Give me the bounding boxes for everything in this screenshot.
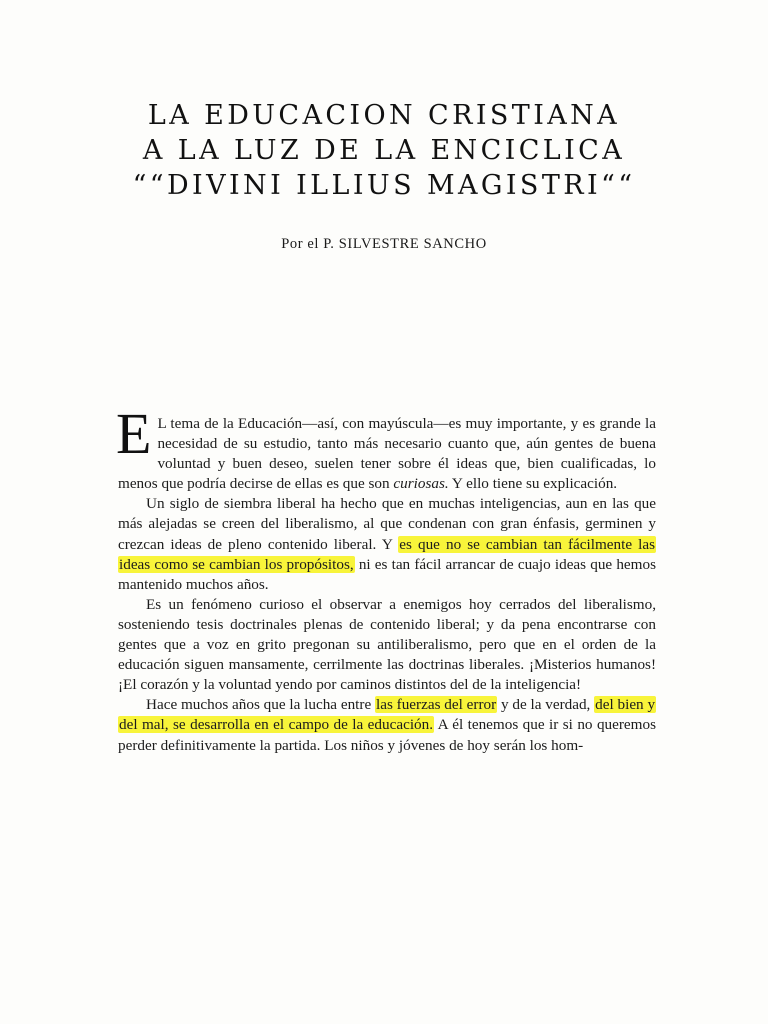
paragraph-1-italic: curiosas. <box>393 475 449 493</box>
paragraph-2-text-a: Un siglo de siembra liberal ha hecho que en muchas inteligencias, aun en las que más alejadas se creen del liberalismo, al que condenan con gran énfasis, germinen y crezcan ideas de pleno contenido liberal. Y <box>118 495 656 553</box>
paragraph-2-text-b: ni es tan fácil arrancar de cuajo ideas que hemos mantenido muchos años. <box>118 555 656 593</box>
title-line-1: LA EDUCACION CRISTIANA <box>147 100 621 131</box>
paragraph-1-text-a: L tema de la Educación—así, con mayúscula—es muy importante, y es grande la necesidad de su estudio, tanto más necesario cuanto que, aún gentes de buena voluntad y buen deseo, suelen tener sobre él ideas que, bien cualificadas, lo menos que podría decirse de ellas es que son <box>118 415 656 493</box>
paragraph-4 <box>118 695 656 755</box>
article-title <box>0 98 768 203</box>
author-byline: Por el P. SILVESTRE SANCHO <box>281 236 487 252</box>
paragraph-4-text-a: Hace muchos años que la lucha entre <box>146 696 375 714</box>
highlight-campo-de-la-educacion: del bien y del mal, se desarrolla en el campo de la educación. <box>119 696 656 734</box>
title-line-2: A LA LUZ DE LA ENCICLICA <box>142 135 626 166</box>
paragraph-4-text-b: y de la verdad, <box>497 696 595 714</box>
highlight-propositos: es que no se cambian tan fácilmente las ideas como se cambian los propósitos, <box>119 535 655 573</box>
highlight-fuerzas-del-error: las fuerzas del error <box>375 696 497 714</box>
paragraph-1 <box>116 401 656 494</box>
paragraph-4-text-c: A él tenemos que ir si no queremos perder definitivamente la partida. Los niños y jóvenes de hoy serán los hom- <box>118 716 656 754</box>
drop-cap: E <box>116 401 152 466</box>
article-body <box>116 401 656 756</box>
paragraph-3: Es un fenómeno curioso el observar a enemigos hoy cerrados del liberalismo, sosteniendo tesis doctrinales plenas de contenido liberal; y da pena encontrarse con gentes que a voz en grito pregonan su antiliberalismo, pero que en el orden de la educación siguen mansamente, cerrilmente las doctrinas liberales. ¡Misterios humanos! ¡El corazón y la voluntad yendo por caminos distintos del de la inteligencia! <box>118 595 656 694</box>
paragraph-2 <box>118 494 656 594</box>
paragraph-1-text-b: Y ello tiene su explicación. <box>448 475 618 493</box>
title-line-3: ““DIVINI ILLIUS MAGISTRI““ <box>132 170 636 201</box>
